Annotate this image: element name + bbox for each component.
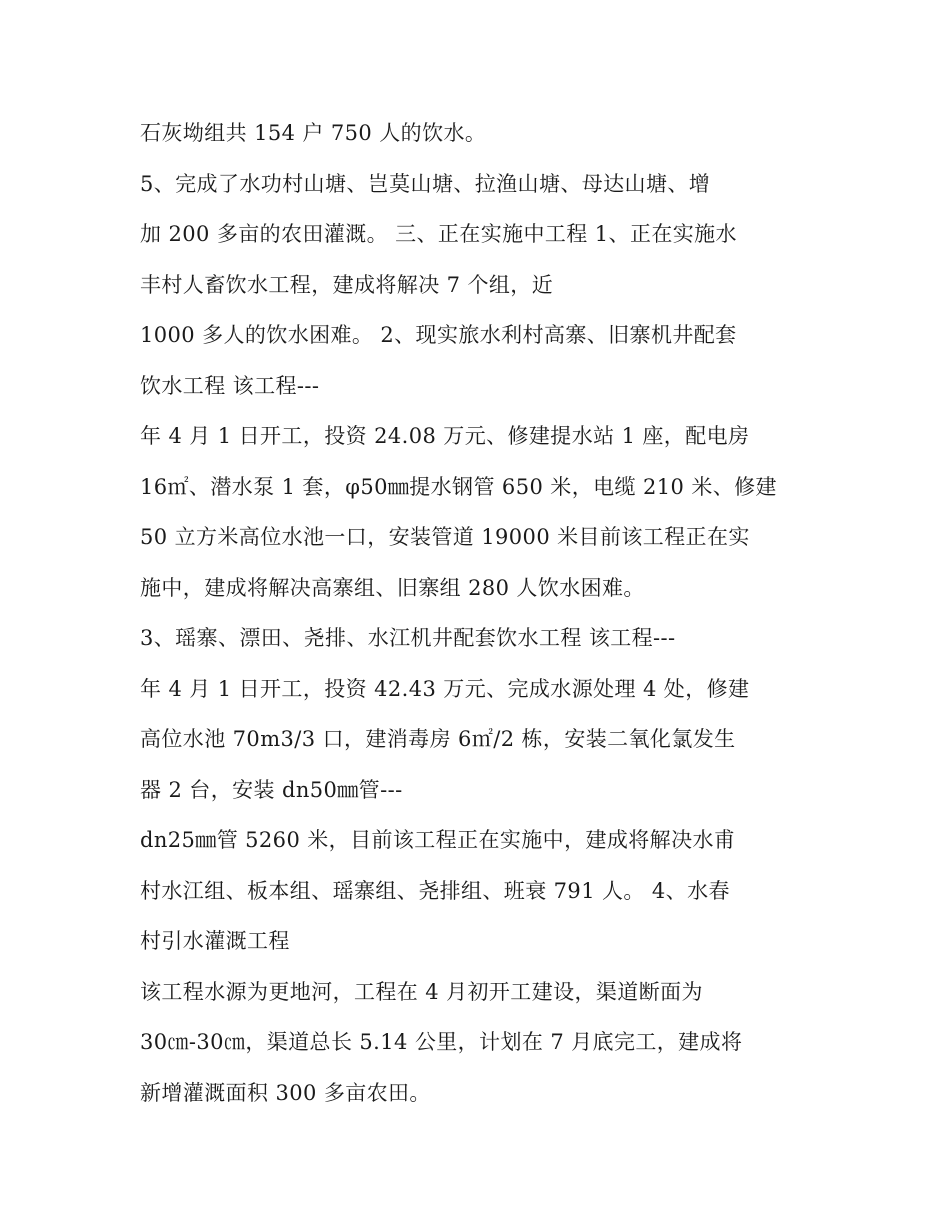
text-line: 饮水工程 该工程--- (140, 373, 320, 398)
text-line: 高位水池 70m3/3 口，建消毒房 6㎡/2 栋，安装二氧化氯发生 (140, 727, 736, 751)
text-line: 年 4 月 1 日开工，投资 24.08 万元、修建提水站 1 座，配电房 (140, 424, 750, 448)
text-line: 该工程水源为更地河，工程在 4 月初开工建设，渠道断面为 (140, 979, 703, 1004)
text-line: dn25㎜管 5260 米，目前该工程正在实施中，建成将解决水甫 (140, 828, 736, 852)
text-line: 器 2 台，安装 dn50㎜管--- (140, 777, 403, 802)
text-line: 3、瑶寨、漂田、尧排、水江机井配套饮水工程 该工程--- (140, 626, 676, 650)
body-text (140, 108, 830, 1118)
text-line: 施中，建成将解决高寨组、旧寨组 280 人饮水困难。 (140, 575, 645, 600)
text-line: 年 4 月 1 日开工，投资 42.43 万元、完成水源处理 4 处，修建 (140, 676, 750, 701)
text-line: 丰村人畜饮水工程，建成将解决 7 个组，近 (140, 272, 554, 297)
text-line: 1000 多人的饮水困难。 2、现实旅水利村高寨、旧寨机井配套 (140, 323, 737, 347)
text-line: 30㎝-30㎝，渠道总长 5.14 公里，计划在 7 月底完工，建成将 (140, 1030, 743, 1054)
text-line: 5、完成了水功村山塘、岂莫山塘、拉渔山塘、母达山塘、增 (140, 171, 711, 196)
text-line: 村引水灌溉工程 (140, 929, 290, 953)
text-line: 村水江组、板本组、瑶寨组、尧排组、班衰 791 人。 4、水春 (140, 878, 730, 903)
text-line: 50 立方米高位水池一口，安装管道 19000 米目前该工程正在实 (140, 525, 750, 549)
text-line: 16㎡、潜水泵 1 套，φ50㎜提水钢管 650 米，电缆 210 米、修建 (140, 474, 777, 499)
text-line: 石灰坳组共 154 户 750 人的饮水。 (140, 121, 487, 145)
text-line: 加 200 多亩的农田灌溉。 三、正在实施中工程 1、正在实施水 (140, 222, 737, 246)
text-line: 新增灌溉面积 300 多亩农田。 (140, 1080, 431, 1105)
